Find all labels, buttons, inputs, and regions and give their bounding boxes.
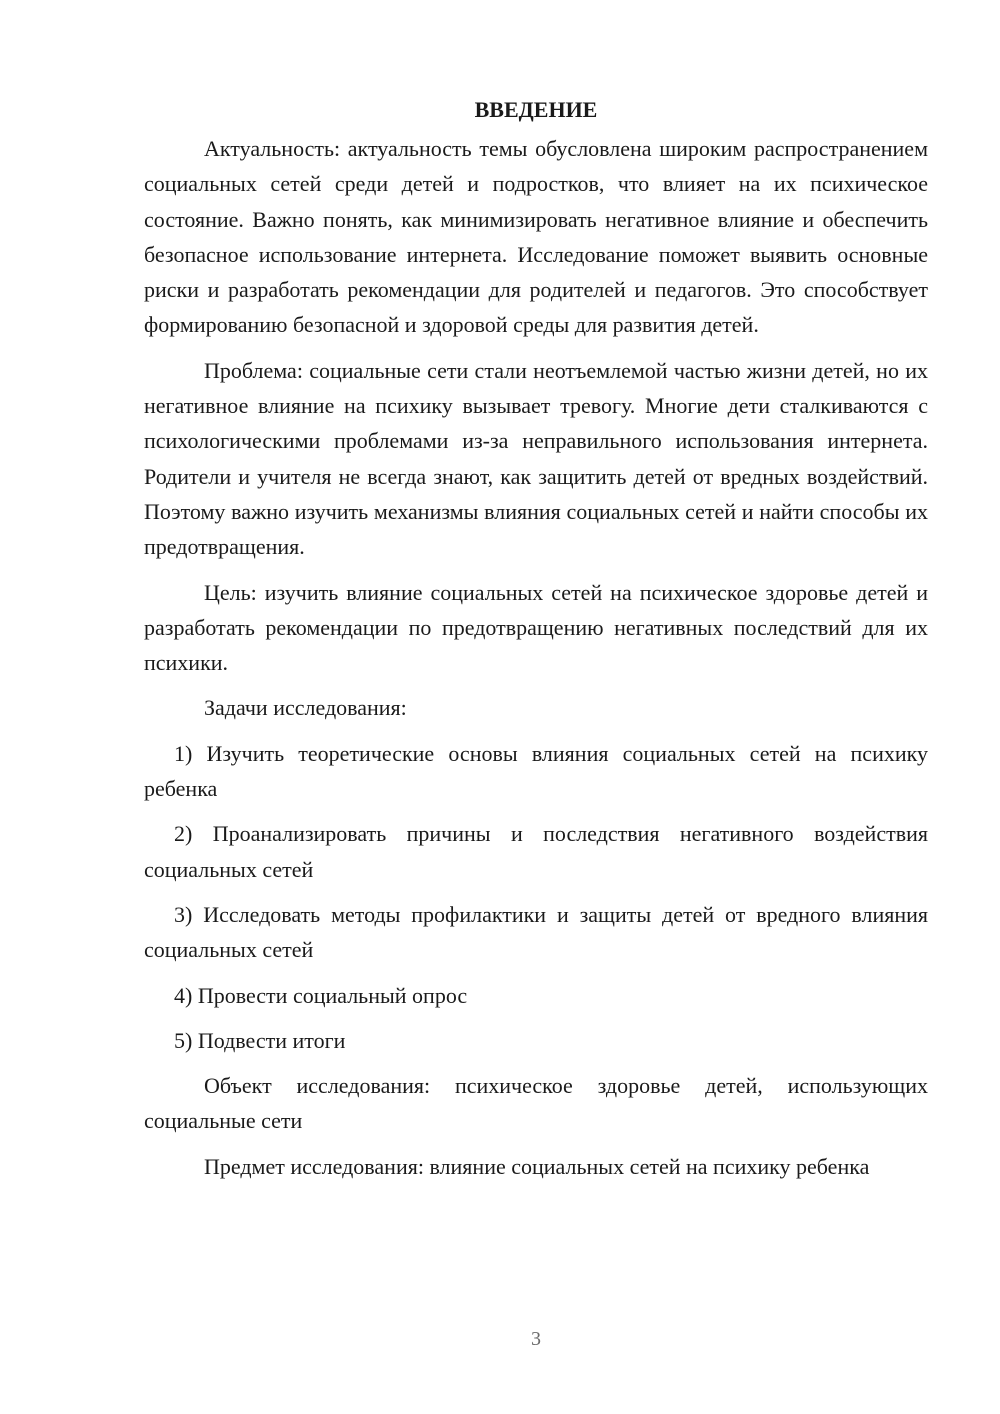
paragraph-relevance: Актуальность: актуальность темы обусловлена широким распространением социальных сетей среди детей и подростков, что влияет на их психическое состояние. Важно понять, как минимизировать негативное влияние и обеспечить безопасное использование интернета. Исследование поможет выявить основные риски и разработать рекомендации для родителей и педагогов. Это способствует формированию безопасной и здоровой среды для развития детей. — [144, 136, 928, 338]
page-number: 3 — [531, 1328, 541, 1350]
task-item-1: 1) Изучить теоретические основы влияния социальных сетей на психику ребенка — [144, 740, 928, 802]
task-item-5: 5) Подвести итоги — [174, 1027, 346, 1053]
paragraph-goal: Цель: изучить влияние социальных сетей на психическое здоровье детей и разработать рекомендации по предотвращению негативных последствий для их психики. — [144, 579, 928, 676]
tasks-heading: Задачи исследования: — [204, 695, 407, 721]
document-page — [144, 92, 928, 1194]
paragraph-subject: Предмет исследования: влияние социальных сетей на психику ребенка — [204, 1153, 870, 1179]
task-item-2: 2) Проанализировать причины и последствия негативного воздействия социальных сетей — [144, 821, 928, 882]
section-title: ВВЕДЕНИЕ — [474, 97, 598, 122]
paragraph-problem: Проблема: социальные сети стали неотъемлемой частью жизни детей, но их негативное влияние на психику вызывает тревогу. Многие дети сталкиваются с психологическими проблемами из-за неправильного использования интернета. Родители и учителя не всегда знают, как защитить детей от вредных воздействий. Поэтому важно изучить механизмы влияния социальных сетей и найти способы их предотвращения. — [144, 357, 928, 560]
task-item-4: 4) Провести социальный опрос — [174, 982, 468, 1008]
paragraph-object: Объект исследования: психическое здоровье детей, использующих социальные сети — [144, 1073, 928, 1134]
task-item-3: 3) Исследовать методы профилактики и защиты детей от вредного влияния социальных сетей — [144, 901, 928, 963]
